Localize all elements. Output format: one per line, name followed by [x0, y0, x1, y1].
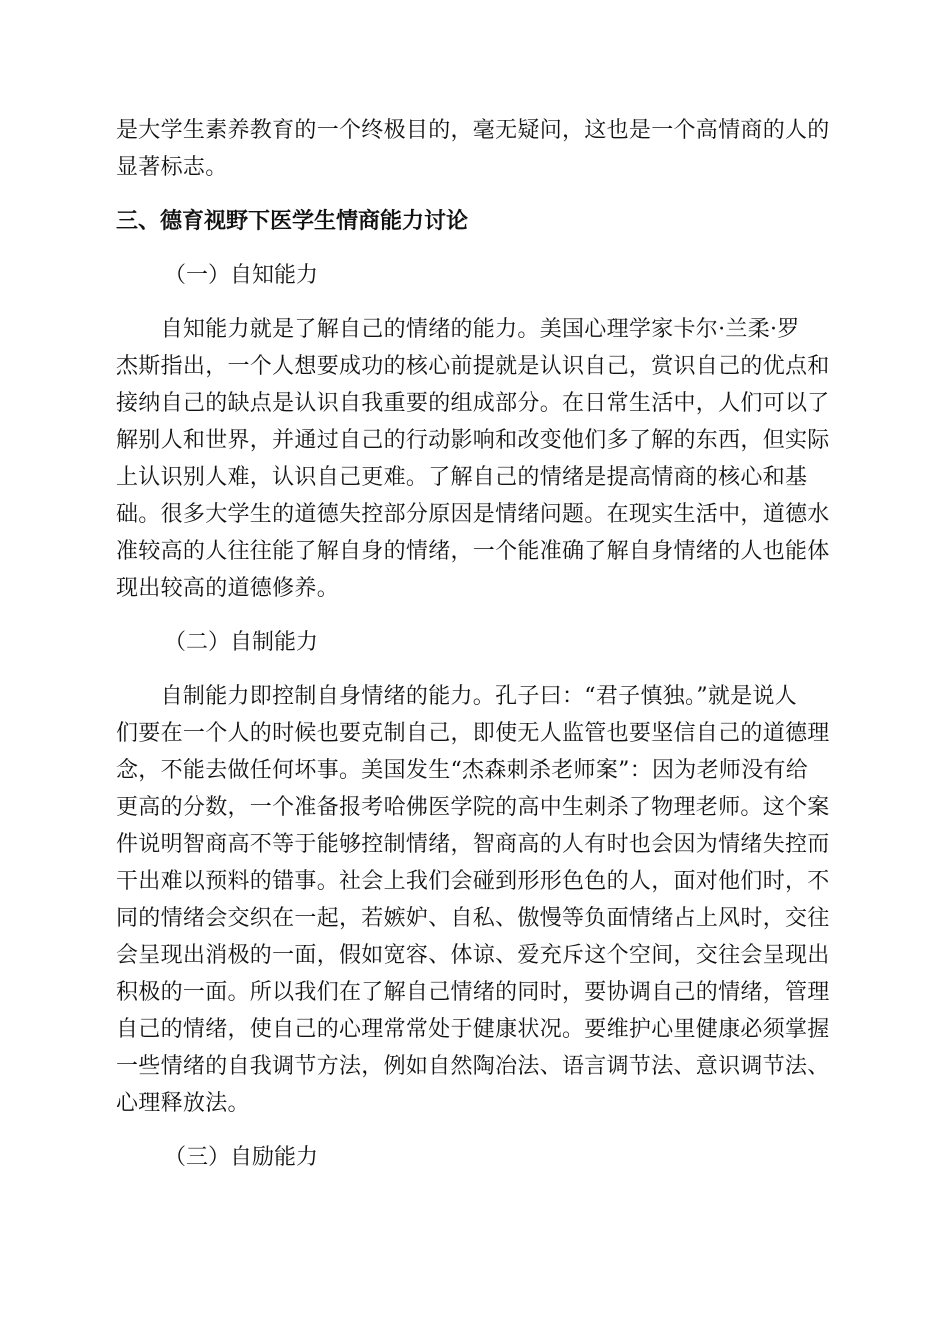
text-line: 干出难以预料的错事。社会上我们会碰到形形色色的人，面对他们时，不	[116, 869, 830, 894]
paragraph-self-awareness	[116, 311, 836, 607]
text-line: 准较高的人往往能了解自身的情绪，一个能准确了解自身情绪的人也能体	[116, 539, 830, 564]
text-line: 现出较高的道德修养。	[116, 576, 340, 601]
text-line: 接纳自己的缺点是认识自我重要的组成部分。在日常生活中，人们可以了	[116, 391, 830, 416]
text-line: 自制能力即控制自身情绪的能力。孔子曰：“君子慎独。”就是说人	[116, 684, 798, 709]
text-line: 同的情绪会交织在一起，若嫉妒、自私、傲慢等负面情绪占上风时，交往	[116, 906, 830, 931]
text-line: 念，不能去做任何坏事。美国发生“杰森刺杀老师案”：因为老师没有给	[116, 758, 809, 783]
text-line: 会呈现出消极的一面，假如宽容、体谅、爱充斥这个空间，交往会呈现出	[116, 943, 830, 968]
paragraph-continuation	[116, 112, 836, 186]
subsection-title-2: （二）自制能力	[164, 630, 319, 655]
text-line: 解别人和世界，并通过自己的行动影响和改变他们多了解的东西，但实际	[116, 428, 830, 453]
text-line: 础。很多大学生的道德失控部分原因是情绪问题。在现实生活中，道德水	[116, 502, 830, 527]
section-heading: 三、德育视野下医学生情商能力讨论	[116, 209, 469, 234]
text-line: 是大学生素养教育的一个终极目的，毫无疑问，这也是一个高情商的人的	[116, 118, 830, 143]
text-line: 上认识别人难，认识自己更难。了解自己的情绪是提高情商的核心和基	[116, 465, 808, 490]
subsection-title-3: （三）自励能力	[164, 1145, 319, 1170]
text-line: 显著标志。	[116, 155, 228, 180]
text-line: 杰斯指出，一个人想要成功的核心前提就是认识自己，赏识自己的优点和	[116, 354, 830, 379]
text-line: 自己的情绪，使自己的心理常常处于健康状况。要维护心里健康必须掌握	[116, 1017, 830, 1042]
text-line: 们要在一个人的时候也要克制自己，即使无人监管也要坚信自己的道德理	[116, 721, 830, 746]
text-line: 积极的一面。所以我们在了解自己情绪的同时，要协调自己的情绪，管理	[116, 980, 830, 1005]
text-line: 更高的分数，一个准备报考哈佛医学院的高中生刺杀了物理老师。这个案	[116, 795, 830, 820]
text-line: 自知能力就是了解自己的情绪的能力。美国心理学家卡尔·兰柔·罗	[116, 317, 800, 342]
text-line: 件说明智商高不等于能够控制情绪，智商高的人有时也会因为情绪失控而	[116, 832, 830, 857]
document-page	[116, 112, 836, 1176]
paragraph-self-control	[116, 678, 836, 1122]
text-line: 一些情绪的自我调节方法，例如自然陶冶法、语言调节法、意识调节法、	[116, 1054, 830, 1079]
subsection-title-1: （一）自知能力	[164, 263, 319, 288]
text-line: 心理释放法。	[116, 1091, 250, 1116]
